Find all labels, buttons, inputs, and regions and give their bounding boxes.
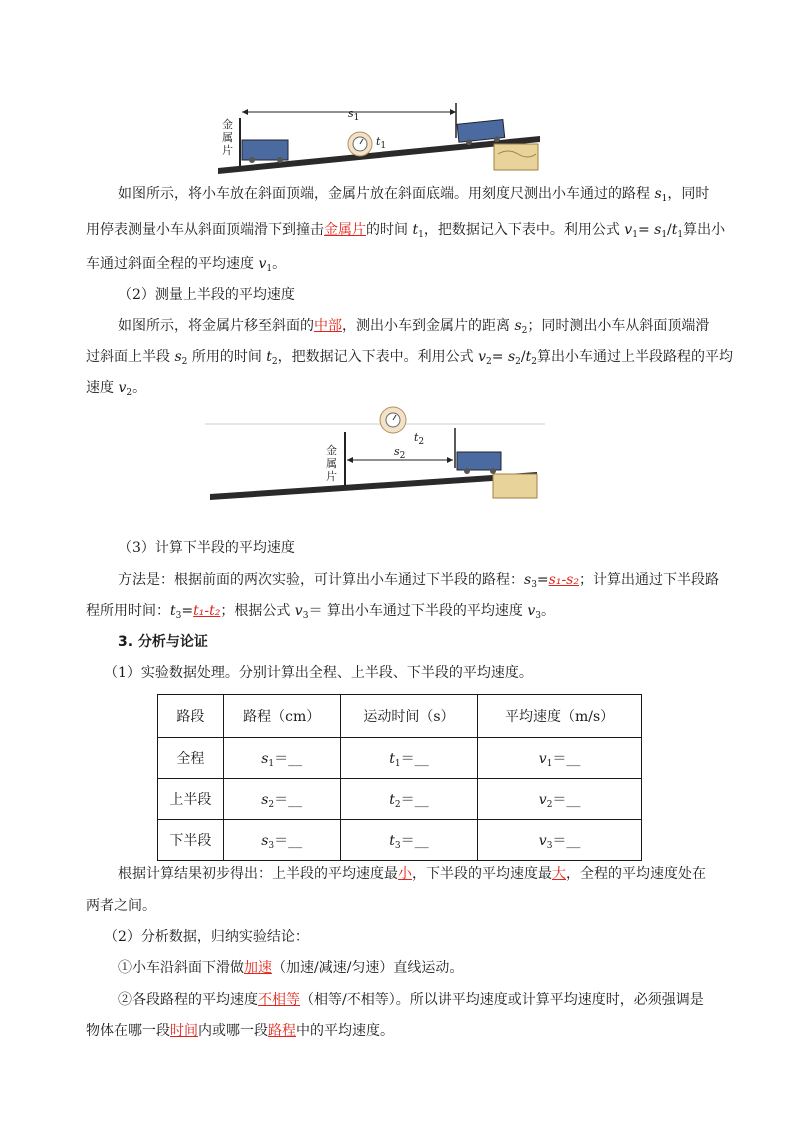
para2-line1: 如图所示，将金属片移至斜面的中部，测出小车到金属片的距离 $s_2$；同时测出小车从斜面顶端滑 (118, 318, 710, 336)
figure2-s-label: $s_2$ (394, 445, 406, 461)
table-row (158, 820, 642, 861)
distance-cell: $s_2=\_\_$ (223, 779, 340, 820)
incline-ramp-2 (210, 472, 537, 500)
speed-cell: $v_3=\_\_$ (478, 820, 642, 861)
table-header: 路段 (158, 695, 224, 738)
heading-2: （2）测量上半段的平均速度 (118, 287, 295, 303)
table-header-row (158, 695, 642, 738)
wood-block (494, 144, 538, 170)
figure2-t-label: $t_2$ (414, 431, 425, 447)
segment-name: 上半段 (158, 779, 224, 820)
time-cell: $t_2=\_\_$ (340, 779, 478, 820)
figure1-s-label: $s_1$ (348, 107, 360, 123)
para2-line2: 过斜面上半段 $s_2$ 所用的时间 $t_2$，把数据记入下表中。利用公式 $v_2= s_2/t_2$算出小车通过上半段路程的平均 (86, 349, 733, 367)
conclusion-1-line1: 根据计算结果初步得出：上半段的平均速度最小，下半段的平均速度最大，全程的平均速度处在 (118, 866, 706, 882)
item-1: （1）实验数据处理。分别计算出全程、上半段、下半段的平均速度。 (104, 665, 533, 681)
table-row (158, 738, 642, 779)
speed-cell: $v_1=\_\_$ (478, 738, 642, 779)
para3-line1: 方法是：根据前面的两次实验，可计算出小车通过下半段的路程：$s_3=s_1-s_2$；计算出通过下半段路 (118, 572, 719, 590)
time-cell: $t_1=\_\_$ (340, 738, 478, 779)
segment-name: 下半段 (158, 820, 224, 861)
data-table (157, 694, 642, 861)
figure2-metal-label: 金属片 (326, 444, 337, 483)
distance-cell: $s_3=\_\_$ (223, 820, 340, 861)
wood-block-2 (493, 474, 537, 498)
cart-bottom (242, 140, 288, 160)
table-header: 运动时间（s） (340, 695, 478, 738)
figure1-metal-label: 金属片 (222, 118, 233, 157)
section-3-title: 3. 分析与论证 (118, 634, 208, 650)
conclusion-2: ①小车沿斜面下滑做加速（加速/减速/匀速）直线运动。 (118, 960, 464, 976)
table-header: 平均速度（m/s） (478, 695, 642, 738)
para2-line3: 速度 $v_2$。 (86, 380, 147, 398)
time-cell: $t_3=\_\_$ (340, 820, 478, 861)
para1-line1: 如图所示，将小车放在斜面顶端，金属片放在斜面底端。用刻度尺测出小车通过的路程 $s_1$，同时 (118, 186, 710, 204)
table-row (158, 779, 642, 820)
speed-cell: $v_2=\_\_$ (478, 779, 642, 820)
table-header: 路程（cm） (223, 695, 340, 738)
distance-cell: $s_1=\_\_$ (223, 738, 340, 779)
item-2: （2）分析数据，归纳实验结论： (104, 929, 309, 945)
conclusion-1-line2: 两者之间。 (86, 898, 156, 914)
cart-2 (457, 452, 501, 470)
para1-line2: 用停表测量小车从斜面顶端滑下到撞击金属片的时间 $t_1$，把数据记入下表中。利用公式 $v_1= s_1/t_1$算出小 (86, 222, 726, 240)
segment-name: 全程 (158, 738, 224, 779)
conclusion-3-line2: 物体在哪一段时间内或哪一段路程中的平均速度。 (86, 1023, 394, 1039)
para3-line2: 程所用时间：$t_3=t_1-t_2$；根据公式 $v_3=$ 算出小车通过下半段的平均速度 $v_3$。 (86, 603, 555, 621)
heading-3: （3）计算下半段的平均速度 (118, 540, 295, 556)
conclusion-3-line1: ②各段路程的平均速度不相等（相等/不相等）。所以讲平均速度或计算平均速度时，必须强调是 (118, 992, 704, 1008)
incline-figure-2 (205, 404, 545, 500)
figure1-t-label: $t_1$ (376, 135, 387, 151)
para1-line3: 车通过斜面全程的平均速度 $v_1$。 (86, 256, 287, 274)
